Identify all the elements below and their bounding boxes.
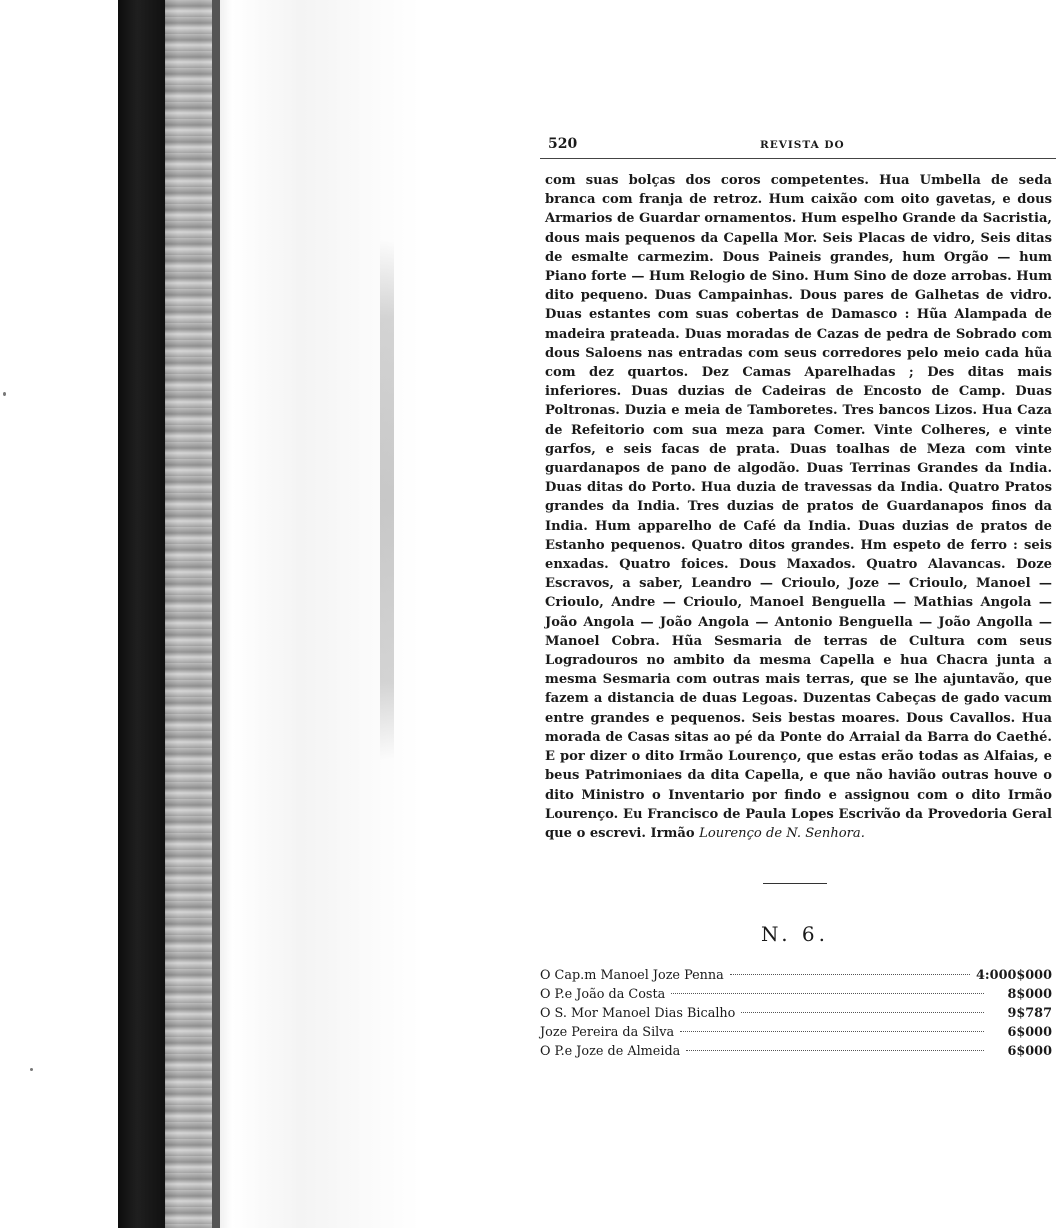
list-item — [540, 968, 1052, 987]
paragraph-text: com suas bolças dos coros competentes. Hua Umbella de seda branca com franja de retroz. Hum caixão com oito gavetas, e dous Armarios de Guardar ornamentos. Hum espelho Grande da Sacristia, dous mais pequenos da Capella Mor. Seis Placas de vidro, Seis ditas de esmalte carmezim. Dous Paineis grandes, hum Orgão — hum Piano forte — Hum Relogio de Sino. Hum Sino de doze arrobas. Hum dito pequeno. Duas Campainhas. Dous pares de Galhetas de vidro. Duas estantes com suas cobertas de Damasco : Hũa Alampada de madeira prateada. Duas moradas de Cazas de pedra de Sobrado com dous Saloens nas entradas com seus corredores pelo meio cada hũa com dez quartos. Dez Camas Aparelhadas ; Des ditas mais inferiores. Duas duzias de Cadeiras de Encosto de Camp. Duas Poltronas. Duzia e meia de Tamboretes. Tres bancos Lizos. Hua Caza de Refeitorio com sua meza para Comer. Vinte Colheres, e vinte garfos, e seis facas de prata. Duas toalhas de Meza com vinte guardanapos de pano de algodão. Duas Terrinas Grandes da India. Duas ditas do Porto. Hua duzia de travessas da India. Quatro Pratos grandes da India. Tres duzias de pratos de Guardanapos finos da India. Hum apparelho de Café da India. Duas duzias de pratos de Estanho pequenos. Quatro ditos grandes. Hm espeto de ferro : seis enxadas. Quatro foices. Dous Maxados. Quatro Alavancas. Doze Escravos, a saber, Leandro — Crioulo, Joze — Crioulo, Manoel — Crioulo, Andre — Crioulo, Manoel Benguella — Mathias Angola — João Angola — João Angola — Antonio Benguella — João Angolla — Manoel Cobra. Hũa Sesmaria de terras de Cultura com seus Logradouros no ambito da mesma Capella e hua Chacra junta a mesma Sesmaria com outras mais terras, que se lhe ajuntavão, que fazem a distancia de duas Legoas. Duzentas Cabeças de gado vacum entre grandes e pequenos. Seis bestas moares. Dous Cavallos. Hua morada de Casas sitas ao pé da Ponte do Arraial da Barra do Caethé. E por dizer o dito Irmão Lourenço, que estas erão todas as Alfaias, e beus Patrimoniaes da dita Capella, e que não havião outras houve o dito Ministro o Inventario por findo e assignou com o dito Irmão Lourenço. Eu Francisco de Paula Lopes Escrivão da Provedoria Geral que o escrevi. Irmão — [545, 173, 1052, 841]
leader-dots — [680, 1031, 984, 1032]
signature: Lourenço de N. Senhora. — [699, 825, 865, 841]
binding-shadow — [118, 0, 166, 1228]
list-item-amount: 6$000 — [1007, 1025, 1052, 1041]
scan-speck — [30, 1068, 33, 1071]
scan-speck — [3, 392, 6, 396]
page-number: 520 — [548, 136, 578, 152]
list-item — [540, 987, 1052, 1006]
list-item-amount: 6$000 — [1007, 1044, 1052, 1060]
list-item-name: O Cap.m Manoel Joze Penna — [540, 968, 724, 984]
leader-dots — [686, 1050, 984, 1051]
running-head: REVISTA DO — [760, 139, 845, 151]
contributor-list — [540, 968, 1052, 1063]
list-item-amount: 9$787 — [1007, 1006, 1052, 1022]
section-divider — [763, 883, 827, 884]
leader-dots — [730, 974, 970, 975]
page-header — [540, 134, 1056, 159]
list-item — [540, 1044, 1052, 1063]
leader-dots — [741, 1012, 984, 1013]
binding-edge — [212, 0, 220, 1228]
list-item-name: Joze Pereira da Silva — [540, 1025, 675, 1041]
book-page — [540, 134, 1056, 1063]
list-item — [540, 1006, 1052, 1025]
page-fold — [380, 240, 394, 760]
list-item-name: O P.e Joze de Almeida — [540, 1044, 681, 1060]
leader-dots — [671, 993, 984, 994]
list-item-amount: 8$000 — [1007, 987, 1052, 1003]
list-item-name: O S. Mor Manoel Dias Bicalho — [540, 1006, 736, 1022]
section-title: N. 6. — [760, 922, 830, 947]
list-item-amount: 4:000$000 — [976, 968, 1052, 984]
list-item-name: O P.e João da Costa — [540, 987, 666, 1003]
body-paragraph — [545, 171, 1052, 843]
list-item — [540, 1025, 1052, 1044]
